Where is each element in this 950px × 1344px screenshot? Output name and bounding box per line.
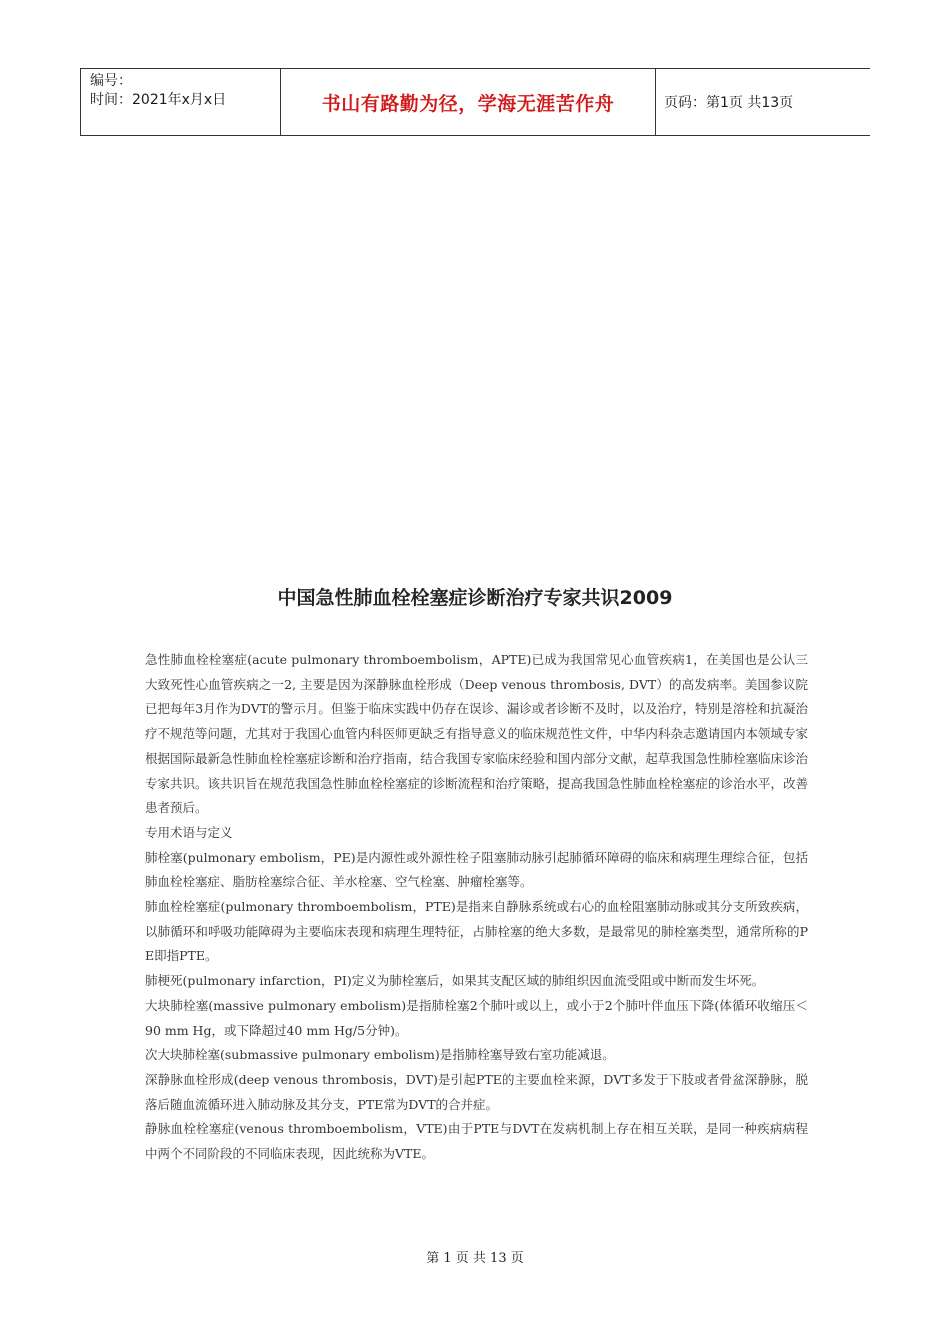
- document-title: 中国急性肺血栓栓塞症诊断治疗专家共识2009: [277, 587, 673, 609]
- page-footer: 第 1 页 共 13 页: [426, 1251, 524, 1266]
- paragraph-dvt-definition: 深静脉血栓形成(deep venous thrombosis，DVT)是引起PTE的主要血栓来源，DVT多发于下肢或者骨盆深静脉，脱落后随血流循环进入肺动脉及其分支，PTE常为DVT的合并症。: [145, 1071, 808, 1112]
- paragraph-intro: 急性肺血栓栓塞症(acute pulmonary thromboembolism，APTE)已成为我国常见心血管疾病1，在美国也是公认三大致死性心血管疾病之一2, 主要是因为深静脉血栓形成（Deep venous thrombosis, DVT）的高发病率。美国参议院已把每年3月作为DVT的警示月。但鉴于临床实践中仍存在误诊、漏诊或者诊断不及时，以及治疗，特别是溶栓和抗凝治疗不规范等问题，尤其对于我国心血管内科医师更缺乏有指导意义的临床规范性文件，中华内科杂志邀请国内本领域专家根据国际最新急性肺血栓栓塞症诊断和治疗指南，结合我国专家临床经验和国内部分文献，起草我国急性肺栓塞临床诊治专家共识。该共识旨在规范我国急性肺血栓栓塞症的诊断流程和治疗策略，提高我国急性肺血栓栓塞症的诊治水平，改善患者预后。: [145, 652, 808, 816]
- paragraph-pe-definition: 肺栓塞(pulmonary embolism，PE)是内源性或外源性栓子阻塞肺动脉引起肺循环障碍的临床和病理生理综合征，包括肺血栓栓塞症、脂肪栓塞综合征、羊水栓塞、空气栓塞、肿瘤栓塞等。: [145, 849, 808, 890]
- paragraph-massive-pe-definition: 大块肺栓塞(massive pulmonary embolism)是指肺栓塞2个肺叶或以上，或小于2个肺叶伴血压下降(体循环收缩压＜90 mm Hg，或下降超过40 mm Hg/5分钟)。: [145, 997, 808, 1038]
- document-body: [145, 648, 808, 1167]
- header-meta: [80, 69, 281, 135]
- paragraph-vte-definition: 静脉血栓栓塞症(venous thromboembolism，VTE)由于PTE与DVT在发病机制上存在相互关联，是同一种疾病病程中两个不同阶段的不同临床表现，因此统称为VTE。: [145, 1121, 808, 1162]
- document-number-label: 编号：: [90, 73, 132, 89]
- section-heading-terms: 专用术语与定义: [145, 824, 233, 840]
- header-motto: 书山有路勤为径，学海无涯苦作舟: [281, 69, 656, 135]
- paragraph-pte-definition: 肺血栓栓塞症(pulmonary thromboembolism，PTE)是指来自静脉系统或右心的血栓阻塞肺动脉或其分支所致疾病，以肺循环和呼吸功能障碍为主要临床表现和病理生理特征，占肺栓塞的绝大多数，是最常见的肺栓塞类型，通常所称的PE即指PTE。: [145, 899, 808, 964]
- document-date-label: 时间：2021年x月x日: [90, 92, 227, 108]
- paragraph-submassive-pe-definition: 次大块肺栓塞(submassive pulmonary embolism)是指肺栓塞导致右室功能减退。: [145, 1047, 615, 1063]
- header-page-info: 页码：第1页 共13页: [664, 95, 794, 111]
- page-header: [80, 68, 870, 136]
- paragraph-pi-definition: 肺梗死(pulmonary infarction，PI)定义为肺栓塞后，如果其支配区域的肺组织因血流受阻或中断而发生坏死。: [145, 973, 765, 989]
